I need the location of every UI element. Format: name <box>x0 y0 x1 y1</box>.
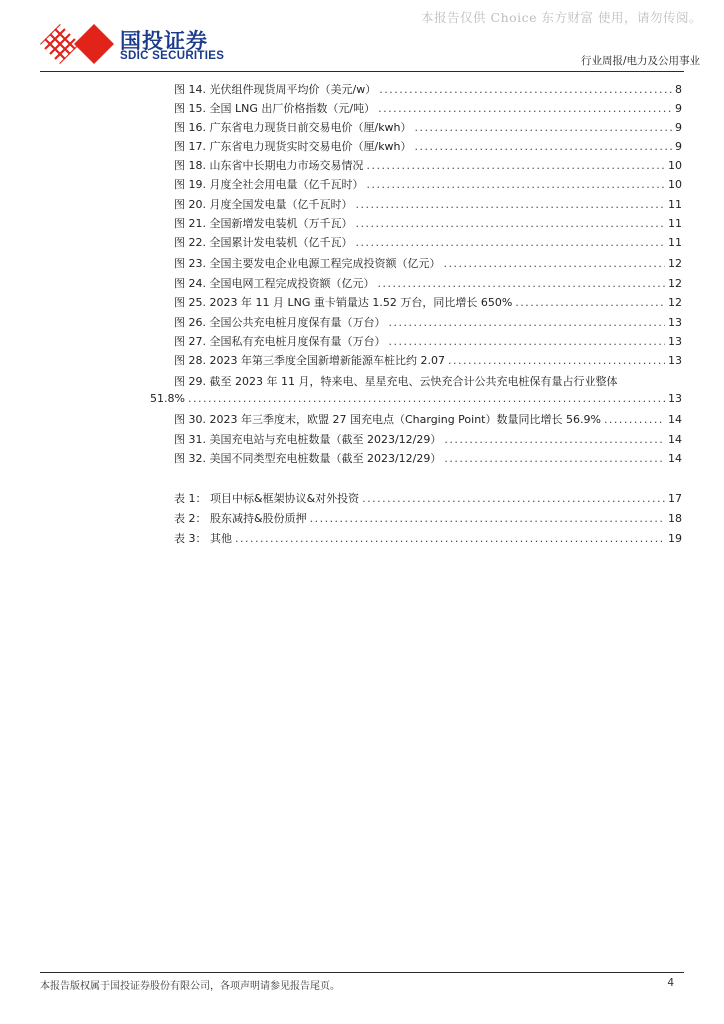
toc-entry-fig-18[interactable]: 图 18. 山东省中长期电力市场交易情况 ..... 10 <box>174 157 682 176</box>
toc-entry-fig-28[interactable]: 图 28. 2023 年第三季度全国新增新能源车桩比约 2.07 ..... 13 <box>174 352 682 371</box>
toc-entry-fig-21[interactable]: 图 21. 全国新增发电装机（万千瓦） ..... 11 <box>174 215 682 234</box>
toc-entry-fig-24[interactable]: 图 24. 全国电网工程完成投资额（亿元） ..... 12 <box>174 275 682 294</box>
toc-entry-table-2[interactable]: 表 2： 股东减持&股份质押 ..... 18 <box>174 510 682 529</box>
toc-entry-fig-32[interactable]: 图 32. 美国不同类型充电桩数量（截至 2023/12/29） ..... 14 <box>174 450 682 469</box>
page-number: 4 <box>667 977 674 989</box>
watermark: 本报告仅供 Choice 东方财富 使用，请勿传阅。 <box>421 10 702 25</box>
toc-entry-fig-15[interactable]: 图 15. 全国 LNG 出厂价格指数（元/吨） ..... 9 <box>174 100 682 119</box>
toc-entry-fig-31[interactable]: 图 31. 美国充电站与充电桩数量（截至 2023/12/29） ..... 14 <box>174 431 682 450</box>
toc-entry-fig-23[interactable]: 图 23. 全国主要发电企业电源工程完成投资额（亿元） ..... 12 <box>174 255 682 274</box>
toc-entry-fig-19[interactable]: 图 19. 月度全社会用电量（亿千瓦时） ..... 10 <box>174 176 682 195</box>
brand-name-cn: 国投证券 <box>120 29 208 53</box>
toc-entry-fig-25[interactable]: 图 25. 2023 年 11 月 LNG 重卡销量达 1.52 万台，同比增长 650% ..... 12 <box>174 294 682 313</box>
brand-name-en: SDIC SECURITIES <box>120 50 225 62</box>
toc-entry-fig-27[interactable]: 图 27. 全国私有充电桩月度保有量（万台） ..... 13 <box>174 333 682 352</box>
toc-entry-fig-14[interactable]: 图 14. 光伏组件现货周平均价（美元/w） ..... 8 <box>174 81 682 100</box>
footer-divider <box>40 972 684 973</box>
toc-entry-fig-22[interactable]: 图 22. 全国累计发电装机（亿千瓦） ..... 11 <box>174 234 682 253</box>
toc-entry-fig-17[interactable]: 图 17. 广东省电力现货实时交易电价（厘/kwh） ..... 9 <box>174 138 682 157</box>
toc-entry-fig-29[interactable]: 图 29. 截至 2023 年 11 月，特来电、星星充电、云快充合计公共充电桩保有量占行业整体 51.8% ..... 13 <box>174 373 682 392</box>
footer-disclaimer: 本报告版权属于国投证券股份有限公司，各项声明请参见报告尾页。 <box>40 981 340 992</box>
toc-entry-fig-16[interactable]: 图 16. 广东省电力现货日前交易电价（厘/kwh） ..... 9 <box>174 119 682 138</box>
logo-mark-icon <box>40 24 116 64</box>
report-category: 行业周报/电力及公用事业 <box>580 55 700 67</box>
toc-entry-fig-20[interactable]: 图 20. 月度全国发电量（亿千瓦时） ..... 11 <box>174 196 682 215</box>
header-divider <box>40 71 684 72</box>
toc-entry-fig-30[interactable]: 图 30. 2023 年三季度末，欧盟 27 国充电点（Charging Point）数量同比增长 56.9% ..... 14 <box>174 411 682 430</box>
toc-entry-table-1[interactable]: 表 1： 项目中标&框架协议&对外投资 ..... 17 <box>174 490 682 509</box>
toc-entry-table-3[interactable]: 表 3： 其他 ..... 19 <box>174 530 682 549</box>
toc-entry-fig-26[interactable]: 图 26. 全国公共充电桩月度保有量（万台） ..... 13 <box>174 314 682 333</box>
